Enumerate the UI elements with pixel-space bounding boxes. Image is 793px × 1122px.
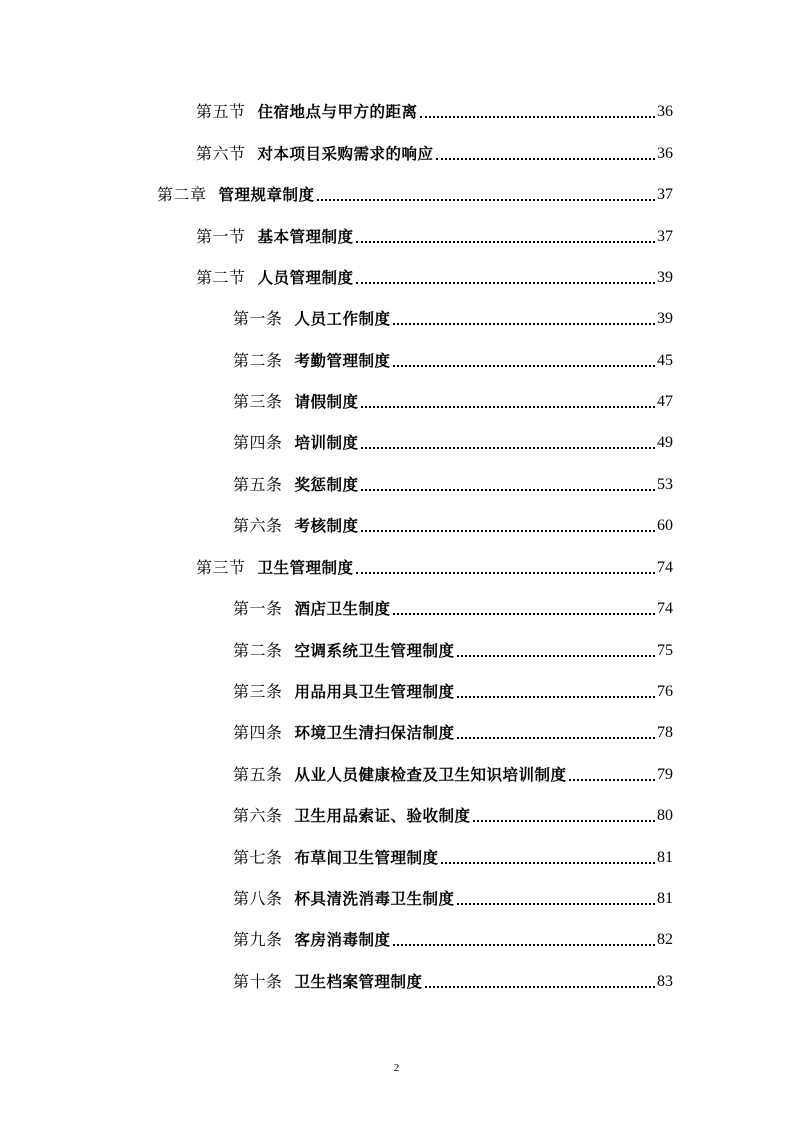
toc-entry-number: 第六节 — [196, 144, 246, 163]
toc-entry-page: 79 — [657, 766, 673, 783]
toc-entry-page: 80 — [657, 807, 673, 824]
dot-leader — [441, 862, 655, 864]
dot-leader — [356, 572, 655, 574]
toc-entry[interactable] — [157, 178, 673, 206]
toc-entry-number: 第一条 — [233, 309, 283, 328]
toc-entry-number: 第二章 — [157, 185, 207, 204]
dot-leader — [361, 530, 655, 532]
toc-entry-number: 第七条 — [233, 848, 283, 867]
dot-leader — [317, 199, 655, 201]
toc-entry-page: 53 — [657, 476, 673, 493]
dot-leader — [393, 944, 655, 946]
toc-entry-number: 第一节 — [196, 227, 246, 246]
toc-entry[interactable] — [233, 882, 673, 910]
toc-entry-page: 37 — [657, 186, 673, 203]
toc-entry-title: 卫生用品索证、验收制度 — [294, 807, 471, 825]
dot-leader — [457, 903, 655, 905]
dot-leader — [361, 489, 655, 491]
dot-leader — [393, 613, 655, 615]
toc-entry-title: 卫生管理制度 — [257, 559, 354, 577]
toc-entry-page: 36 — [657, 103, 673, 120]
page-number: 2 — [393, 1062, 400, 1074]
toc-entry-title: 客房消毒制度 — [294, 931, 391, 949]
toc-entry[interactable] — [196, 95, 673, 123]
toc-entry[interactable] — [233, 426, 673, 454]
toc-entry-page: 47 — [657, 393, 673, 410]
toc-entry[interactable] — [233, 302, 673, 330]
toc-entry-page: 39 — [657, 310, 673, 327]
toc-entry[interactable] — [196, 261, 673, 289]
toc-entry[interactable] — [233, 385, 673, 413]
toc-entry-title: 酒店卫生制度 — [294, 600, 391, 618]
toc-entry[interactable] — [233, 468, 673, 496]
toc-entry-title: 管理规章制度 — [218, 186, 315, 204]
toc-entry[interactable] — [233, 923, 673, 951]
toc-entry[interactable] — [233, 634, 673, 662]
dot-leader — [457, 655, 655, 657]
toc-entry-page: 74 — [657, 559, 673, 576]
toc-entry-page: 83 — [657, 973, 673, 990]
toc-entry-page: 81 — [657, 890, 673, 907]
toc-entry[interactable] — [233, 592, 673, 620]
toc-entry-number: 第五节 — [196, 102, 246, 121]
toc-entry-number: 第四条 — [233, 433, 283, 452]
toc-entry-number: 第一条 — [233, 599, 283, 618]
dot-leader — [393, 323, 655, 325]
toc-entry-title: 环境卫生清扫保洁制度 — [294, 724, 455, 742]
toc-entry-number: 第五条 — [233, 475, 283, 494]
dot-leader — [361, 406, 655, 408]
toc-entry[interactable] — [233, 716, 673, 744]
toc-entry-page: 39 — [657, 269, 673, 286]
toc-entry-page: 82 — [657, 931, 673, 948]
dot-leader — [457, 737, 655, 739]
toc-entry-number: 第九条 — [233, 930, 283, 949]
toc-entry-page: 78 — [657, 724, 673, 741]
toc-entry-title: 考核制度 — [294, 517, 359, 535]
toc-entry-title: 空调系统卫生管理制度 — [294, 642, 455, 660]
toc-entry-number: 第八条 — [233, 889, 283, 908]
toc-entry-number: 第二条 — [233, 351, 283, 370]
toc-entry[interactable] — [196, 220, 673, 248]
toc-entry[interactable] — [233, 344, 673, 372]
toc-entry-page: 45 — [657, 352, 673, 369]
toc-entry-number: 第三条 — [233, 392, 283, 411]
toc-entry-number: 第四条 — [233, 723, 283, 742]
toc-entry[interactable] — [233, 799, 673, 827]
toc-entry-page: 74 — [657, 600, 673, 617]
toc-entry-title: 请假制度 — [294, 393, 359, 411]
dot-leader — [569, 779, 655, 781]
toc-entry-page: 81 — [657, 849, 673, 866]
toc-entry-page: 49 — [657, 434, 673, 451]
toc-entry-title: 对本项目采购需求的响应 — [257, 145, 434, 163]
toc-entry-title: 从业人员健康检查及卫生知识培训制度 — [294, 766, 567, 784]
dot-leader — [356, 282, 655, 284]
dot-leader — [393, 365, 655, 367]
toc-entry-number: 第六条 — [233, 806, 283, 825]
toc-entry[interactable] — [233, 509, 673, 537]
toc-entry-number: 第六条 — [233, 516, 283, 535]
toc-entry-page: 36 — [657, 145, 673, 162]
toc-entry[interactable] — [233, 965, 673, 993]
toc-entry-title: 用品用具卫生管理制度 — [294, 683, 455, 701]
dot-leader — [356, 241, 655, 243]
toc-entry-page: 76 — [657, 683, 673, 700]
toc-entry-title: 住宿地点与甲方的距离 — [257, 103, 418, 121]
toc-entry-page: 75 — [657, 642, 673, 659]
toc-entry-title: 基本管理制度 — [257, 228, 354, 246]
toc-entry-title: 培训制度 — [294, 434, 359, 452]
toc-entry-title: 奖惩制度 — [294, 476, 359, 494]
dot-leader — [425, 986, 655, 988]
toc-entry-title: 考勤管理制度 — [294, 352, 391, 370]
dot-leader — [420, 116, 655, 118]
dot-leader — [361, 447, 655, 449]
dot-leader — [457, 696, 655, 698]
toc-entry-number: 第五条 — [233, 765, 283, 784]
toc-entry[interactable] — [196, 137, 673, 165]
toc-entry-title: 人员工作制度 — [294, 310, 391, 328]
toc-entry-number: 第三条 — [233, 682, 283, 701]
toc-entry[interactable] — [196, 551, 673, 579]
dot-leader — [436, 158, 655, 160]
toc-entry-number: 第三节 — [196, 558, 246, 577]
toc-entry-page: 37 — [657, 228, 673, 245]
toc-entry-title: 杯具清洗消毒卫生制度 — [294, 890, 455, 908]
toc-entry-title: 人员管理制度 — [257, 269, 354, 287]
toc-entry-title: 布草间卫生管理制度 — [294, 849, 439, 867]
toc-entry-number: 第十条 — [233, 972, 283, 991]
dot-leader — [473, 820, 655, 822]
toc-entry[interactable] — [233, 841, 673, 869]
toc-entry[interactable] — [233, 675, 673, 703]
toc-entry-number: 第二节 — [196, 268, 246, 287]
toc-entry[interactable] — [233, 758, 673, 786]
toc-entry-page: 60 — [657, 517, 673, 534]
toc-entry-number: 第二条 — [233, 641, 283, 660]
toc-entry-title: 卫生档案管理制度 — [294, 973, 423, 991]
